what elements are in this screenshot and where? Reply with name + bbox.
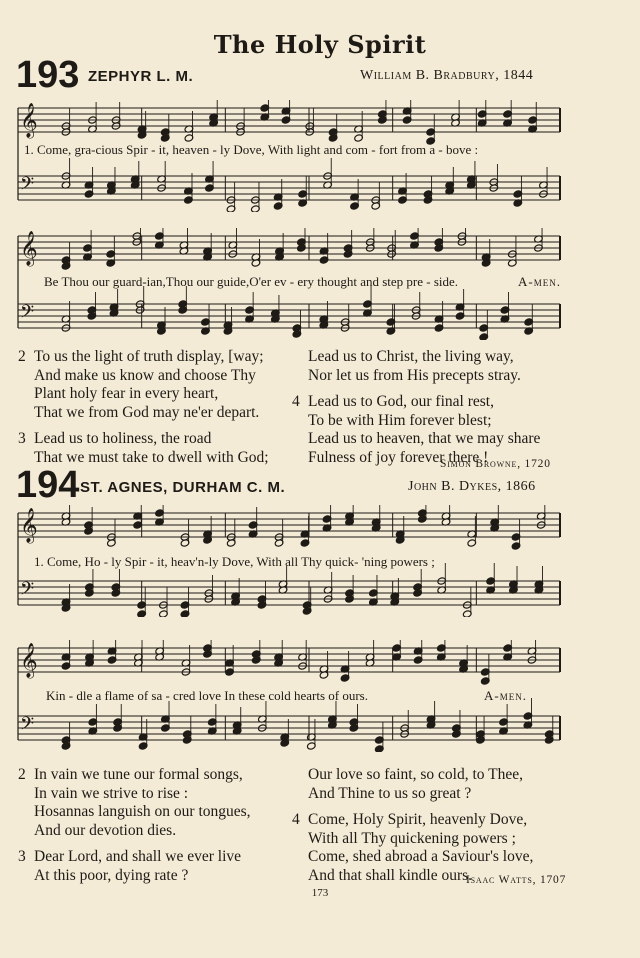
- composer-194: John B. Dykes, 1866: [408, 479, 536, 494]
- verse-number: 2: [18, 766, 26, 783]
- verse-line: Hosannas languish on our tongues,: [34, 803, 251, 820]
- verse-line: And our devotion dies.: [34, 821, 177, 839]
- composer-193: William B. Bradbury, 1844: [360, 68, 534, 83]
- verse-line: Come, shed abroad a Saviour's love,: [308, 848, 534, 865]
- bass-clef-icon: 𝄢: [20, 302, 35, 327]
- verse-line: Lead us to heaven, that we may share: [308, 430, 541, 447]
- staff: [18, 158, 560, 212]
- verse-line: To us the light of truth display, [way;: [34, 348, 264, 365]
- page-number: 173: [311, 887, 329, 899]
- staff: [18, 228, 560, 270]
- hymn-number-194: 194: [16, 464, 80, 506]
- verses-193-right: [292, 348, 622, 475]
- staff: [18, 286, 560, 340]
- tune-name-193: ZEPHYR L. M.: [88, 68, 194, 85]
- notes: [61, 228, 543, 270]
- verse-line: And make us know and choose Thy: [34, 366, 256, 384]
- lyric-194-line-1: 1. Come, Ho - ly Spir - it, heav'n-ly Dove, With all Thy quick- 'ning powers ;: [34, 554, 435, 569]
- notes: [61, 640, 537, 685]
- verse-line: Lead us to Christ, the living way,: [308, 348, 514, 365]
- verse-line: To be with Him forever blest;: [308, 411, 492, 429]
- lyric-193-line-2: Be Thou our guard-ian,Thou our guide,O'er ev - ery thought and step pre - side.: [44, 274, 459, 289]
- amen-194: A-men.: [484, 688, 527, 703]
- verse-line: Come, Holy Spirit, heavenly Dove,: [308, 811, 528, 828]
- treble-clef-icon: 𝄞: [20, 103, 38, 138]
- verse-line: At this poor, dying rate ?: [34, 866, 189, 884]
- verse-line: That we must take to dwell with God;: [34, 448, 269, 466]
- verse-line: Fulness of joy forever there !: [308, 448, 489, 466]
- bass-clef-icon: 𝄢: [20, 714, 35, 739]
- author-193: Simon Browne, 1720: [440, 458, 551, 470]
- verse-line: And Thine to us so great ?: [308, 784, 472, 802]
- treble-clef-icon: 𝄞: [20, 508, 38, 543]
- verse-line: That we from God may ne'er depart.: [34, 403, 260, 421]
- notes: [61, 100, 537, 145]
- verse-line: With all Thy quickening powers ;: [308, 829, 516, 847]
- staff: [18, 563, 560, 617]
- treble-clef-icon: 𝄞: [20, 643, 38, 678]
- notes: [61, 158, 548, 212]
- verse-line: In vain we tune our formal songs,: [34, 766, 243, 783]
- staff: [18, 640, 560, 685]
- lyric-194-line-2: Kin - dle a flame of sa - cred love In these cold hearts of ours.: [46, 688, 368, 703]
- treble-clef-icon: 𝄞: [20, 231, 38, 266]
- verse-number: 4: [292, 811, 300, 828]
- verse-number: 3: [18, 430, 26, 447]
- verse-line: Plant holy fear in every heart,: [34, 385, 219, 402]
- bass-clef-icon: 𝄢: [20, 579, 35, 604]
- verse-line: Lead us to God, our final rest,: [308, 393, 494, 410]
- amen-193: A-men.: [518, 274, 561, 289]
- verse-line: Dear Lord, and shall we ever live: [34, 848, 242, 865]
- notes: [61, 505, 546, 550]
- hymn-number-193: 193: [16, 54, 80, 96]
- staff: [18, 100, 560, 145]
- verse-line: Lead us to holiness, the road: [34, 430, 212, 447]
- author-194: Isaac Watts, 1707: [466, 874, 567, 886]
- verses-194-left: [18, 766, 308, 893]
- verse-number: 4: [292, 393, 300, 410]
- staff: [18, 505, 560, 550]
- verse-line: In vain we strive to rise :: [34, 784, 189, 802]
- verses-193-left: [18, 348, 308, 475]
- verses-194-right: [292, 766, 622, 893]
- verse-number: 3: [18, 848, 26, 865]
- verse-number: 2: [18, 348, 26, 365]
- staff: [18, 698, 560, 752]
- section-title: The Holy Spirit: [213, 30, 427, 59]
- bass-clef-icon: 𝄢: [20, 174, 35, 199]
- notes: [61, 563, 543, 617]
- notes: [61, 698, 554, 752]
- verse-line: Our love so faint, so cold, to Thee,: [308, 766, 523, 783]
- tune-name-194: ST. AGNES, DURHAM C. M.: [80, 479, 286, 496]
- verse-line: And that shall kindle ours.: [308, 866, 473, 884]
- verse-line: Nor let us from His precepts stray.: [308, 366, 521, 384]
- notes: [61, 286, 533, 340]
- lyric-193-line-1: 1. Come, gra-cious Spir - it, heaven - ly Dove, With light and com - fort from a - bove :: [24, 142, 479, 157]
